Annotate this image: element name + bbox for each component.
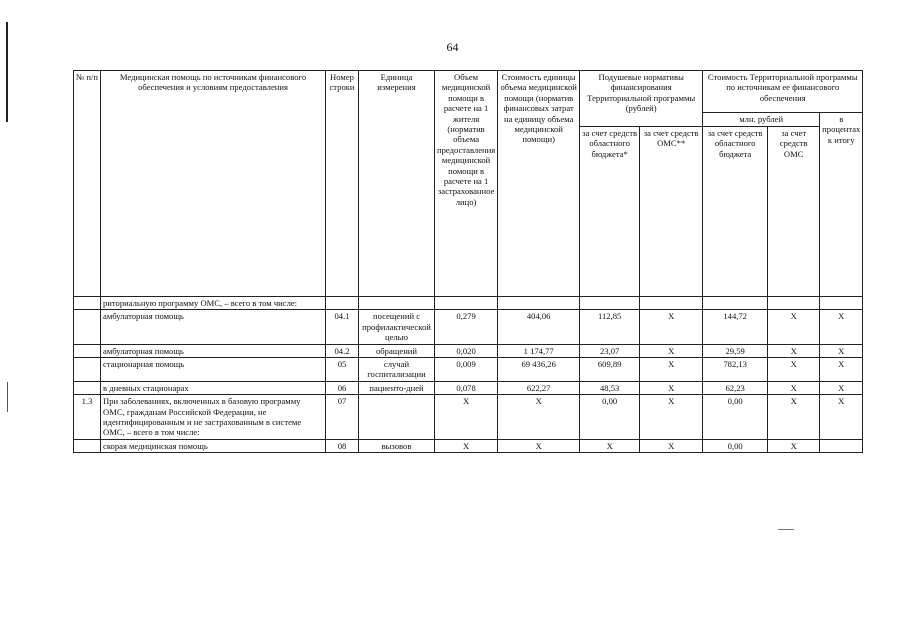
cell-mln-budget: 782,13 — [703, 358, 768, 382]
cell-percent: X — [820, 358, 863, 382]
table-row — [74, 381, 863, 394]
header-cost: Стоимость единицы объема медицинской помощи (норматив финансовых затрат на единицу объема медицинской помощи) — [498, 71, 580, 297]
cell-unit: вызовов — [359, 439, 435, 452]
cell-num — [74, 358, 101, 382]
header-percent: в процентах к итогу — [820, 113, 863, 297]
cell-cost: 1 174,77 — [498, 344, 580, 357]
cell-mln-oms: X — [768, 439, 820, 452]
table-row — [74, 344, 863, 357]
header-num: № п/п — [74, 71, 101, 297]
header-percapita-budget: за счет средств областного бюджета* — [580, 127, 640, 297]
table-row — [74, 358, 863, 382]
cell-percapita-budget — [580, 297, 640, 310]
cell-volume: 0,279 — [435, 310, 498, 344]
cell-percapita-budget: 609,89 — [580, 358, 640, 382]
cell-percapita-oms: X — [640, 358, 703, 382]
cell-num — [74, 344, 101, 357]
cell-num — [74, 381, 101, 394]
cell-unit: пациенто-дней — [359, 381, 435, 394]
cell-line: 04.1 — [326, 310, 359, 344]
cell-line: 07 — [326, 395, 359, 440]
margin-mark — [7, 382, 8, 412]
cell-name: в дневных стационарах — [101, 381, 326, 394]
cell-unit: посещений с профилактической целью — [359, 310, 435, 344]
header-unit: Единица измерения — [359, 71, 435, 297]
cell-cost — [498, 297, 580, 310]
cell-percent — [820, 297, 863, 310]
cell-percapita-oms: X — [640, 344, 703, 357]
cell-percent: X — [820, 381, 863, 394]
table-row — [74, 395, 863, 440]
header-mln-oms: за счет средств ОМС — [768, 127, 820, 297]
cell-volume: 0,020 — [435, 344, 498, 357]
cell-percapita-oms: X — [640, 439, 703, 452]
cell-percapita-oms: X — [640, 395, 703, 440]
margin-mark — [6, 22, 8, 122]
underline-mark — [778, 529, 794, 530]
cell-mln-oms: X — [768, 381, 820, 394]
header-total: Стоимость Территориальной программы по источникам ее финансового обеспечения — [703, 71, 863, 113]
cell-volume: X — [435, 395, 498, 440]
cell-percent: X — [820, 395, 863, 440]
header-percapita: Подушевые нормативы финансирования Территориальной программы (рублей) — [580, 71, 703, 127]
cell-percapita-budget: 23,07 — [580, 344, 640, 357]
cell-cost: X — [498, 439, 580, 452]
cell-cost: 404,06 — [498, 310, 580, 344]
cell-mln-budget: 0,00 — [703, 395, 768, 440]
page-number: 64 — [446, 40, 459, 54]
cell-percent: X — [820, 310, 863, 344]
cell-mln-budget: 0,00 — [703, 439, 768, 452]
cell-name: амбулаторная помощь — [101, 344, 326, 357]
cell-unit: обращений — [359, 344, 435, 357]
cell-mln-oms: X — [768, 358, 820, 382]
cell-percent: X — [820, 344, 863, 357]
cell-percapita-budget: 0,00 — [580, 395, 640, 440]
cell-name: При заболеваниях, включенных в базовую программу ОМС, гражданам Российской Федерации, не идентифицированным и не застрахованным в системе ОМС, – всего в том числе: — [101, 395, 326, 440]
cell-mln-budget — [703, 297, 768, 310]
cell-percapita-budget: 112,85 — [580, 310, 640, 344]
cell-mln-oms: X — [768, 310, 820, 344]
cell-num — [74, 310, 101, 344]
cell-cost: X — [498, 395, 580, 440]
cell-name: скорая медицинская помощь — [101, 439, 326, 452]
cell-mln-budget: 62,23 — [703, 381, 768, 394]
cell-percapita-oms — [640, 297, 703, 310]
header-line: Номер строки — [326, 71, 359, 297]
cell-unit — [359, 395, 435, 440]
cell-line: 04.2 — [326, 344, 359, 357]
cell-name: риториальную программу ОМС, – всего в том числе: — [101, 297, 326, 310]
cell-mln-budget: 29,59 — [703, 344, 768, 357]
cell-percent — [820, 439, 863, 452]
cell-cost: 622,27 — [498, 381, 580, 394]
header-mln-budget: за счет средств областного бюджета — [703, 127, 768, 297]
cell-num: 1.3 — [74, 395, 101, 440]
header-volume: Объем медицинской помощи в расчете на 1 жителя (норматив объема предоставления медицинской помощи в расчете на 1 застрахованное лицо) — [435, 71, 498, 297]
cell-num — [74, 439, 101, 452]
cell-mln-oms — [768, 297, 820, 310]
cell-unit — [359, 297, 435, 310]
cell-percapita-oms: X — [640, 310, 703, 344]
financing-table — [73, 70, 863, 453]
cell-volume: 0,078 — [435, 381, 498, 394]
cell-mln-budget: 144,72 — [703, 310, 768, 344]
table-row — [74, 297, 863, 310]
cell-mln-oms: X — [768, 344, 820, 357]
cell-percapita-budget: X — [580, 439, 640, 452]
cell-line — [326, 297, 359, 310]
cell-name: стационарная помощь — [101, 358, 326, 382]
header-care: Медицинская помощь по источникам финансового обеспечения и условиям предоставления — [101, 71, 326, 297]
cell-mln-oms: X — [768, 395, 820, 440]
cell-line: 08 — [326, 439, 359, 452]
cell-volume: 0,009 — [435, 358, 498, 382]
cell-name: амбулаторная помощь — [101, 310, 326, 344]
table-row — [74, 310, 863, 344]
cell-line: 05 — [326, 358, 359, 382]
table-row — [74, 439, 863, 452]
cell-volume — [435, 297, 498, 310]
cell-line: 06 — [326, 381, 359, 394]
header-percapita-oms: за счет средств ОМС** — [640, 127, 703, 297]
cell-unit: случай госпитализации — [359, 358, 435, 382]
cell-cost: 69 436,26 — [498, 358, 580, 382]
cell-percapita-oms: X — [640, 381, 703, 394]
cell-volume: X — [435, 439, 498, 452]
header-mln: млн. рублей — [703, 113, 820, 127]
cell-percapita-budget: 48,53 — [580, 381, 640, 394]
cell-num — [74, 297, 101, 310]
